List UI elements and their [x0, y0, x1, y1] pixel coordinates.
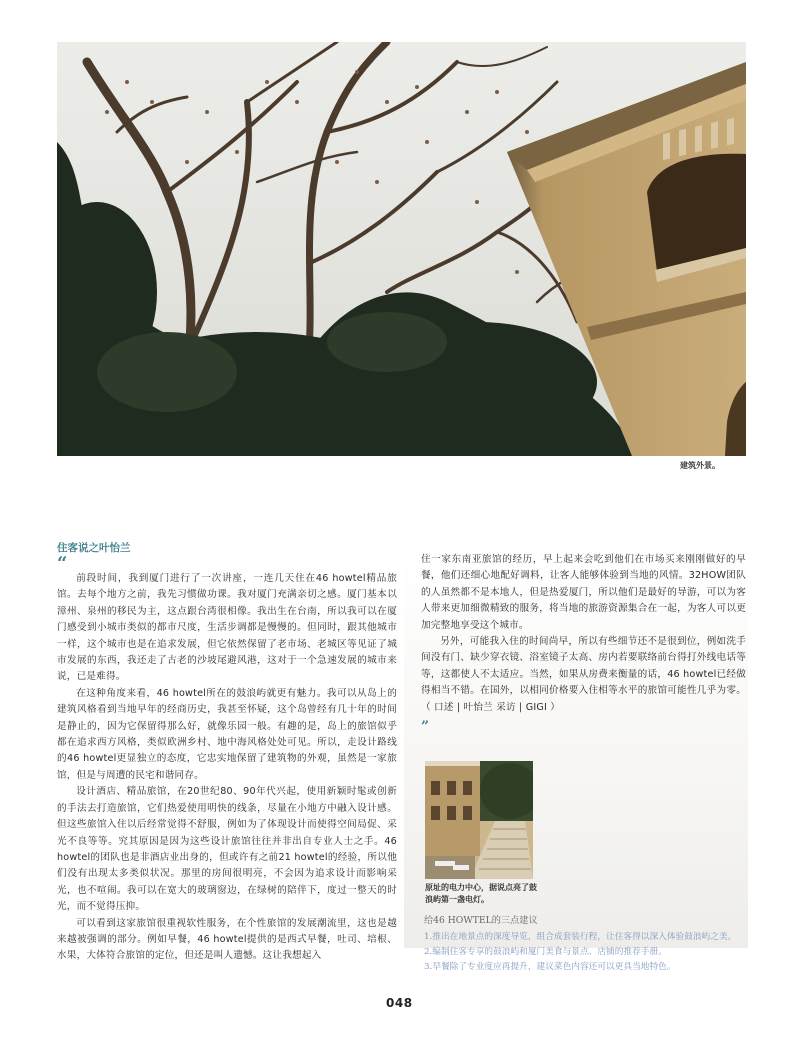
page-number: 048 [386, 996, 413, 1010]
article-right-column [421, 552, 746, 735]
suggestions-box [424, 912, 749, 975]
power-center-photo [425, 761, 533, 879]
suggestions-title: 给46 HOWTEL的三点建议 [424, 915, 538, 926]
suggestion-item: 1.推出在地景点的深度导览，组合成套装行程，让住客得以深入体验鼓浪屿之美。 [424, 932, 737, 942]
article-left-column [57, 540, 397, 965]
article-paragraph: 住一家东南亚旅馆的经历，早上起来会吃到他们在市场买来刚刚做好的早餐，他们还细心地配好调料，让客人能够体验到当地的风情。32HOW团队的人虽然都不是本地人，但是热爱厦门，所以他们是最好的导游，可以为客人带来更加细微精致的服务，将当地的旅游资源集合在一起，为客人可以更加完整地享受这个城市。 [421, 554, 746, 631]
open-quote-mark: “ [57, 553, 68, 574]
hero-photo [57, 42, 746, 456]
article-paragraph: 前段时间，我到厦门进行了一次讲座，一连几天住在46 howtel精品旅馆。去每个地方之前，我先习惯做功课。我对厦门充满亲切之感。厦门基本以漳州、泉州的移民为主，这点跟台湾很相像。我出生在台南，所以我可以在厦门感受到小城市类似的都市尺度，生活步调都是慢慢的。但同时，跟其他城市一样，这个城市也是在追求发展，但它依然保留了老市场、老城区等见证了城市发展的东西，我还走了古老的沙坡尾避风港，这对于一个急速发展的城市来说，已是难得。 [57, 573, 397, 683]
suggestion-item: 3.早餐除了专业度应再提升，建议菜色内容还可以更具当地特色。 [424, 962, 676, 972]
article-paragraph: 在这种角度来看，46 howtel所在的鼓浪屿就更有魅力。我可以从岛上的建筑风格看到当地早年的经商历史，我甚至怀疑，这个岛曾经有几十年的时间是静止的，因为它保留得那么好，就像乐园一般。有趣的是，岛上的旅馆似乎都在追求西方风格，类似欧洲乡村、地中海风格处处可见。所以，走设计路线的46 howtel更显独立的态度，它忠实地保留了建筑物的外观，虽然是一家旅馆，但是与周遭的民宅和谐同存。 [57, 687, 397, 781]
article-paragraph: 设计酒店、精品旅馆，在20世纪80、90年代兴起，使用新颖时髦或创新的手法去打造旅馆，它们热爱使用明快的线条，尽量在小地方中融入设计感。但这些旅馆入住以后经常觉得不舒服，例如为了体现设计而使得空间局促、采光不良等等。究其原因是因为这些设计旅馆往往并非出自专业人士之手。46 howtel的团队也是非酒店业出身的，但或许有之前21 howtel的经验，所以他们没有出现太多类似状况。那里的房间很明亮，不会因为追求设计而影响采光，也不喧闹。我可以在宽大的玻璃窗边，在绿树的陪伴下，度过一整天的时光，而不觉得压抑。 [57, 786, 397, 913]
small-photo-caption: 原址的电力中心，据说点亮了鼓浪屿第一盏电灯。 [425, 883, 537, 904]
article-paragraph: 可以看到这家旅馆很重视软性服务，在个性旅馆的发展潮流里，这也是越来越被强调的部分。例如早餐，46 howtel提供的是西式早餐，吐司、培根、水果，大体符合旅馆的定位，但还是叫人遗憾。这让我想起入 [57, 917, 397, 962]
article-paragraph: 另外，可能我入住的时间尚早，所以有些细节还不是很到位，例如洗手间没有门、缺少穿衣镜、浴室镜子太高、房内若要联络前台得打外线电话等等，这都使人不太适应。当然，如果从房费来衡量的话，46 howtel已经做得相当不错。在国外，以相同价格要入住相等水平的旅馆可能性几乎为零。（ 口述 | 叶怡兰 采访 | GIGI ） [421, 636, 746, 713]
suggestion-item: 2.编制住客专享的鼓浪屿和厦门美食与景点、店铺的推荐手册。 [424, 947, 667, 957]
stairway-building-image [425, 761, 533, 879]
section-heading: 住客说之叶怡兰 [57, 542, 131, 554]
close-quote-mark: ” [421, 719, 430, 736]
hero-caption: 建筑外景。 [680, 461, 720, 470]
building-exterior-image [57, 42, 746, 456]
